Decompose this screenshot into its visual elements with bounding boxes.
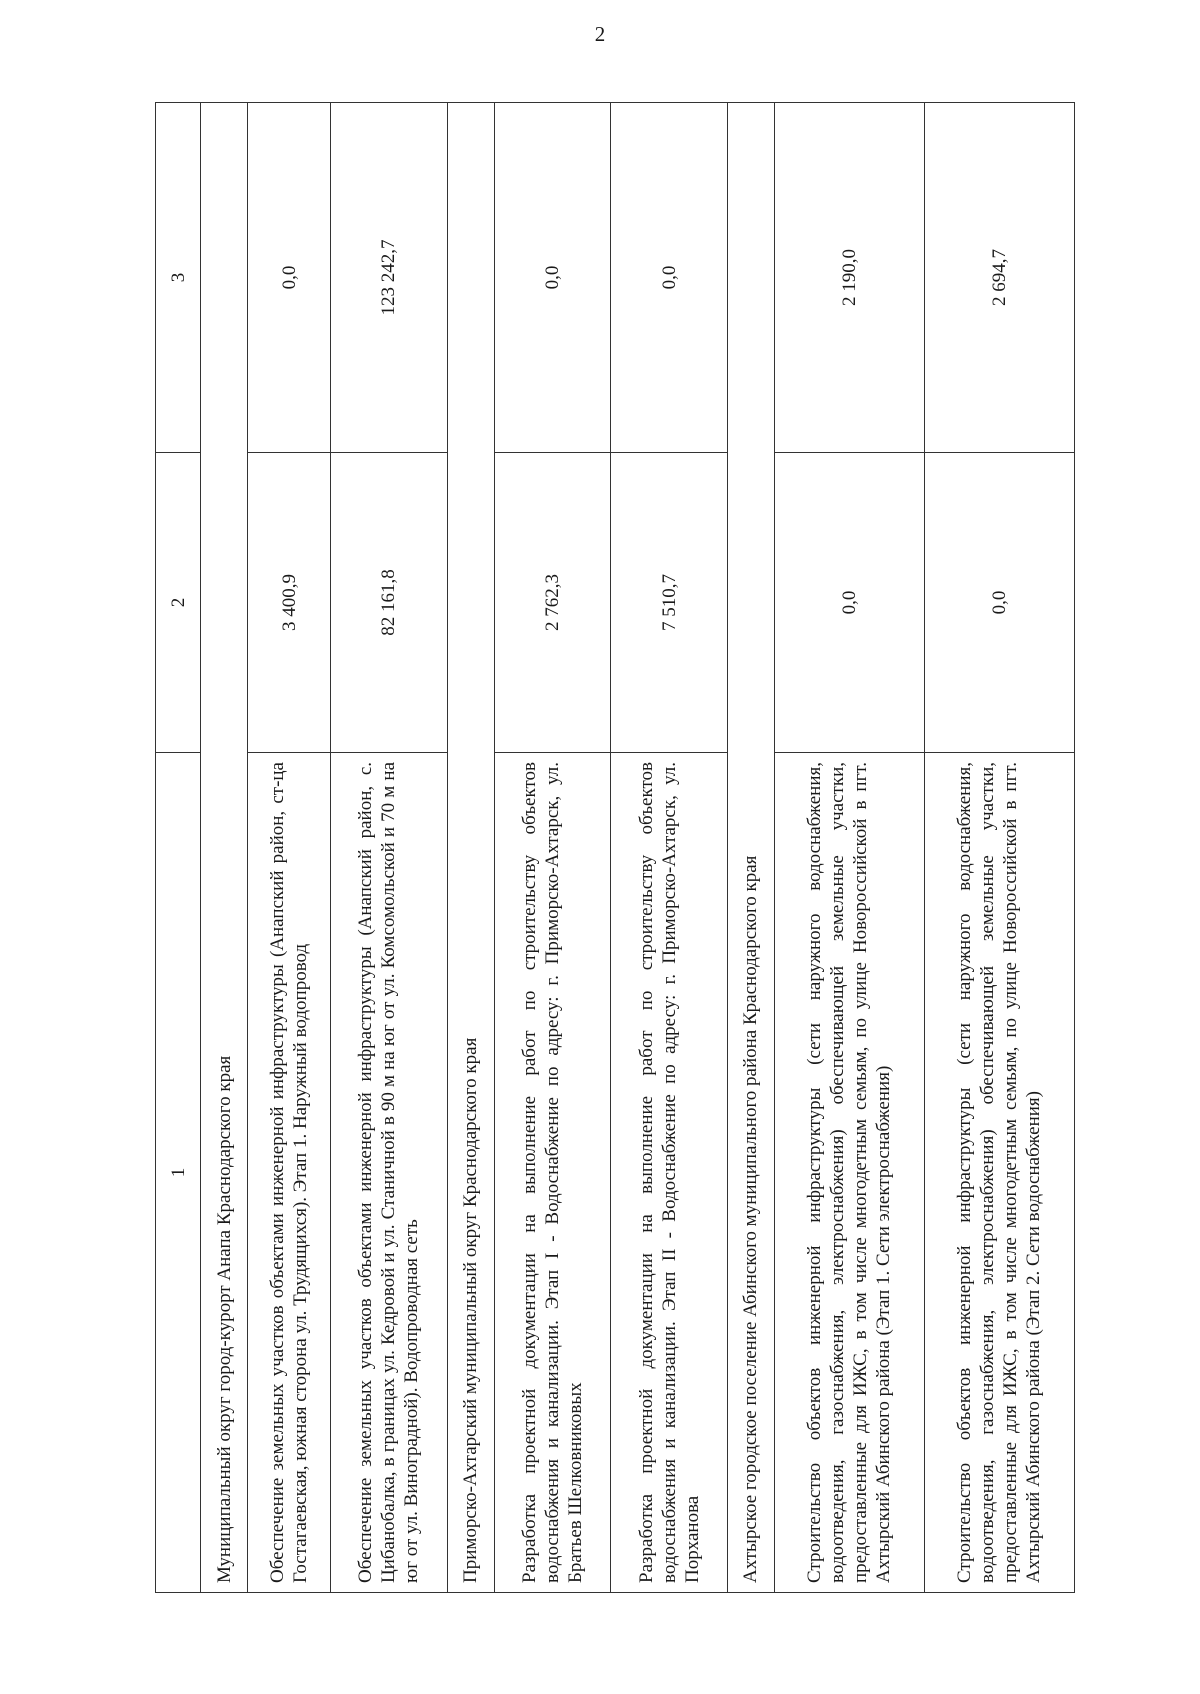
budget-table — [155, 102, 1075, 1593]
page-number: 2 — [594, 22, 606, 46]
item-value-col2: 82 161,8 — [331, 453, 448, 753]
item-value-col2: 0,0 — [924, 453, 1074, 753]
item-description: Обеспечение земельных участков объектами инженерной инфраструктуры (Анапский район, с. Цибанобалка, в границах ул. Кедровой и ул. Станичной в 90 м на юг от ул. Комсомольской и 70 м на юг от ул. Виноградной). Водопроводная сеть — [331, 753, 448, 1593]
table-row — [924, 103, 1074, 1593]
item-description: Строительство объектов инженерной инфраструктуры (сети наружного водоснабжения, водоотведения, газоснабжения, электроснабжения) обеспечивающей земельные участки, предоставленные для ИЖС, в том числе многодетным семьям, по улице Новороссийской в пгт. Ахтырский Абинского района (Этап 2. Сети водоснабжения) — [924, 753, 1074, 1593]
group-title: Ахтырское городское поселение Абинского муниципального района Краснодарского края — [727, 103, 774, 1593]
table-row-group — [201, 103, 248, 1593]
header-col-2: 2 — [156, 453, 201, 753]
item-description: Разработка проектной документации на выполнение работ по строительству объектов водоснабжения и канализации. Этап I - Водоснабжение по адресу: г. Приморско-Ахтарск, ул. Братьев Шелковниковых — [494, 753, 611, 1593]
item-description: Разработка проектной документации на выполнение работ по строительству объектов водоснабжения и канализации. Этап II - Водоснабжение по адресу: г. Приморско-Ахтарск, ул. Порханова — [611, 753, 728, 1593]
table-row — [611, 103, 728, 1593]
item-value-col3: 0,0 — [611, 103, 728, 453]
group-title: Муниципальный округ город-курорт Анапа Краснодарского края — [201, 103, 248, 1593]
item-value-col3: 123 242,7 — [331, 103, 448, 453]
item-value-col3: 2 190,0 — [774, 103, 924, 453]
header-col-1: 1 — [156, 753, 201, 1593]
group-title: Приморско-Ахтарский муниципальный округ Краснодарского края — [447, 103, 494, 1593]
header-col-3: 3 — [156, 103, 201, 453]
item-value-col2: 0,0 — [774, 453, 924, 753]
table-row-group — [447, 103, 494, 1593]
table-row — [248, 103, 331, 1593]
table-row — [494, 103, 611, 1593]
table-row — [331, 103, 448, 1593]
rotated-table-container — [155, 103, 1075, 1593]
item-value-col3: 0,0 — [494, 103, 611, 453]
item-value-col3: 0,0 — [248, 103, 331, 453]
item-description: Строительство объектов инженерной инфраструктуры (сети наружного водоснабжения, водоотведения, газоснабжения, электроснабжения) обеспечивающей земельные участки, предоставленные для ИЖС, в том числе многодетным семьям, по улице Новороссийской в пгт. Ахтырский Абинского района (Этап 1. Сети электроснабжения) — [774, 753, 924, 1593]
table-row-group — [727, 103, 774, 1593]
item-value-col3: 2 694,7 — [924, 103, 1074, 453]
item-value-col2: 2 762,3 — [494, 453, 611, 753]
item-value-col2: 3 400,9 — [248, 453, 331, 753]
item-value-col2: 7 510,7 — [611, 453, 728, 753]
item-description: Обеспечение земельных участков объектами инженерной инфраструктуры (Анапский район, ст-ца Гостагаевская, южная сторона ул. Трудящихся). Этап 1. Наружный водопровод — [248, 753, 331, 1593]
table-header-row — [156, 103, 201, 1593]
table-row — [774, 103, 924, 1593]
